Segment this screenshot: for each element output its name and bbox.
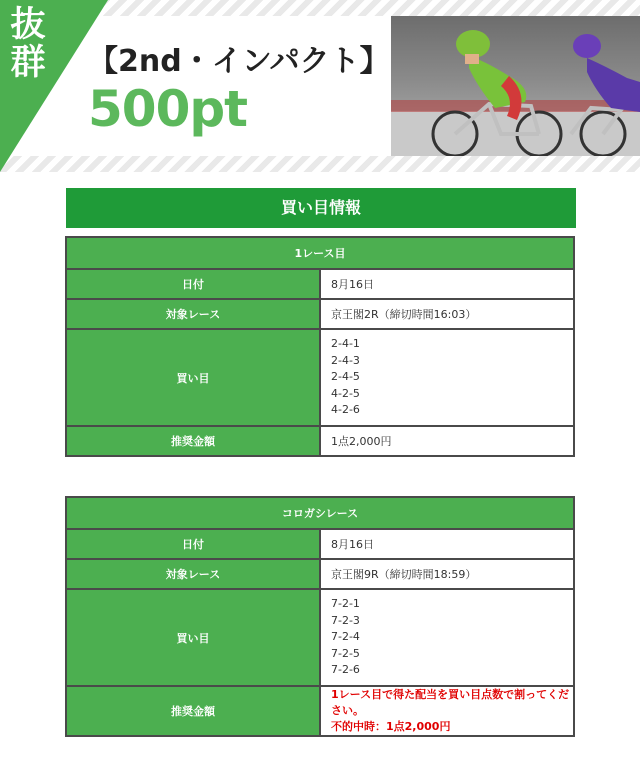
- row-label-bets: 買い目: [66, 589, 320, 686]
- race-table-1: [65, 236, 575, 457]
- bet-list: [331, 336, 573, 419]
- table-row: [66, 529, 574, 559]
- bet-item: 7-2-3: [331, 613, 360, 627]
- keirin-riders-photo: [391, 16, 640, 156]
- row-value-bets: [320, 589, 574, 686]
- table-row: [66, 269, 574, 299]
- bet-item: 7-2-4: [331, 630, 360, 644]
- promo-banner: [0, 0, 640, 172]
- bet-item: 7-2-1: [331, 597, 360, 611]
- row-value-date: 8月16日: [320, 529, 574, 559]
- ribbon-text: 抜群: [10, 5, 46, 83]
- row-label-race: 対象レース: [66, 299, 320, 329]
- table-row: [66, 299, 574, 329]
- table-caption-row: [66, 237, 574, 269]
- table-caption: コロガシレース: [66, 497, 574, 529]
- row-label-date: 日付: [66, 269, 320, 299]
- plan-title: 【2nd・インパクト】: [88, 44, 390, 79]
- table-row: [66, 329, 574, 426]
- row-label-amount: 推奨金額: [66, 686, 320, 736]
- table-row: [66, 686, 574, 736]
- table-caption: 1レース目: [66, 237, 574, 269]
- bet-item: 4-2-5: [331, 386, 360, 400]
- row-value-date: 8月16日: [320, 269, 574, 299]
- row-value-amount-note: [320, 686, 574, 736]
- table-caption-row: [66, 497, 574, 529]
- bet-item: 7-2-6: [331, 663, 360, 677]
- bet-item: 2-4-5: [331, 370, 360, 384]
- bet-item: 4-2-6: [331, 403, 360, 417]
- row-label-amount: 推奨金額: [66, 426, 320, 456]
- bet-item: 2-4-3: [331, 353, 360, 367]
- amount-note-line: 不的中時：1点2,000円: [331, 720, 451, 733]
- amount-note-line: 1レース目で得た配当を買い目点数で割ってください。: [331, 688, 570, 717]
- table-row: [66, 589, 574, 686]
- bet-item: 2-4-1: [331, 337, 360, 351]
- row-label-bets: 買い目: [66, 329, 320, 426]
- row-value-race: 京王閣9R（締切時間18:59）: [320, 559, 574, 589]
- table-row: [66, 559, 574, 589]
- plan-points: 500pt: [88, 80, 248, 138]
- bet-info-header: 買い目情報: [66, 188, 576, 228]
- race-table-2: [65, 496, 575, 737]
- table-row: [66, 426, 574, 456]
- row-value-race: 京王閣2R（締切時間16:03）: [320, 299, 574, 329]
- bet-list: [331, 596, 573, 679]
- row-label-date: 日付: [66, 529, 320, 559]
- row-value-amount: 1点2,000円: [320, 426, 574, 456]
- row-value-bets: [320, 329, 574, 426]
- cyclists-illustration: [391, 16, 640, 156]
- bet-item: 7-2-5: [331, 646, 360, 660]
- row-label-race: 対象レース: [66, 559, 320, 589]
